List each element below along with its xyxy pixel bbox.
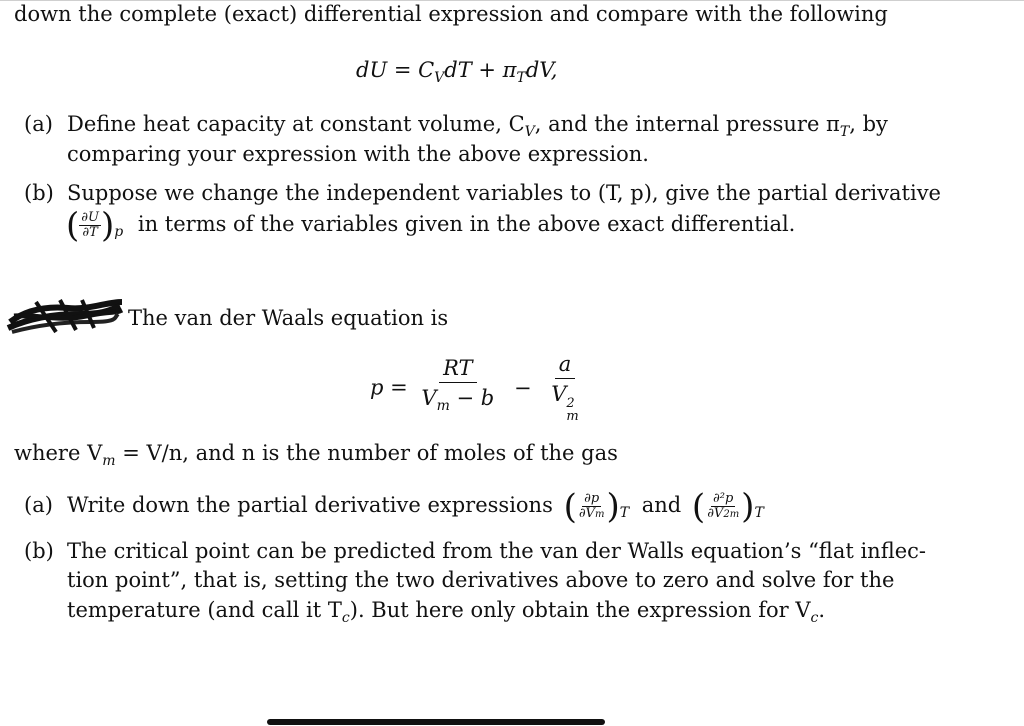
q2b-label: (b)	[24, 539, 54, 563]
q1a-label: (a)	[24, 112, 53, 136]
q1a-line2: comparing your expression with the above expression.	[67, 142, 649, 166]
d2p-dVm2-derivative: $\frac{\text{∂²p}}{\partial V2m}$	[707, 490, 740, 521]
q2a-label: (a)	[24, 493, 53, 517]
q1b-line1: Suppose we change the independent variables to (T, p), give the partial derivative	[67, 181, 941, 205]
q2-intro: The van der Waals equation is	[128, 306, 449, 330]
vdw-frac-a: a V 2 m	[551, 352, 579, 424]
intro-text: down the complete (exact) differential expression and compare with the following	[14, 2, 888, 26]
home-indicator-bar[interactable]	[267, 719, 605, 725]
q2a-line: Write down the partial derivative expressions ( $\frac{\partial p}{\partial Vm}$ )$_T$ and ( $\frac{\text{∂²p}}{\partial V2m}$ )$_T$	[67, 486, 764, 527]
q2b-line3: temperature (and call it $T_c$). But here only obtain the expression for $V_c$.	[67, 598, 826, 626]
scribbled-problem-number	[6, 292, 124, 338]
q2b-line2: tion point”, that is, setting the two derivatives above to zero and solve for the	[67, 568, 895, 592]
q1a-line1: Define heat capacity at constant volume, $C_V$, and the internal pressure $\pi_T$, by	[67, 112, 888, 140]
dU-dT-derivative: $\frac{\partial U}{\partial T}$	[81, 210, 99, 240]
dp-dVm-derivative: $\frac{\partial p}{\partial Vm}$	[578, 490, 605, 521]
where-line: where $V_m = V/n$, and n is the number of moles of the gas	[14, 441, 618, 469]
vdw-equation: p = $\frac{RT}{V_m - b}$ − a V 2 m	[370, 352, 586, 423]
vdw-frac-RT: $\frac{RT}{V_m - b}$	[421, 356, 495, 414]
q2b-line1: The critical point can be predicted from the van der Walls equation’s “flat inflec-	[67, 539, 926, 563]
q1b-line2: ( $\frac{\partial U}{\partial T}$ )$_p$ in terms of the variables given in the above exact differential.	[66, 205, 796, 246]
q1b-label: (b)	[24, 181, 54, 205]
equation-dU: dU = $C_VdT + \pi_TdV$,	[356, 58, 558, 86]
